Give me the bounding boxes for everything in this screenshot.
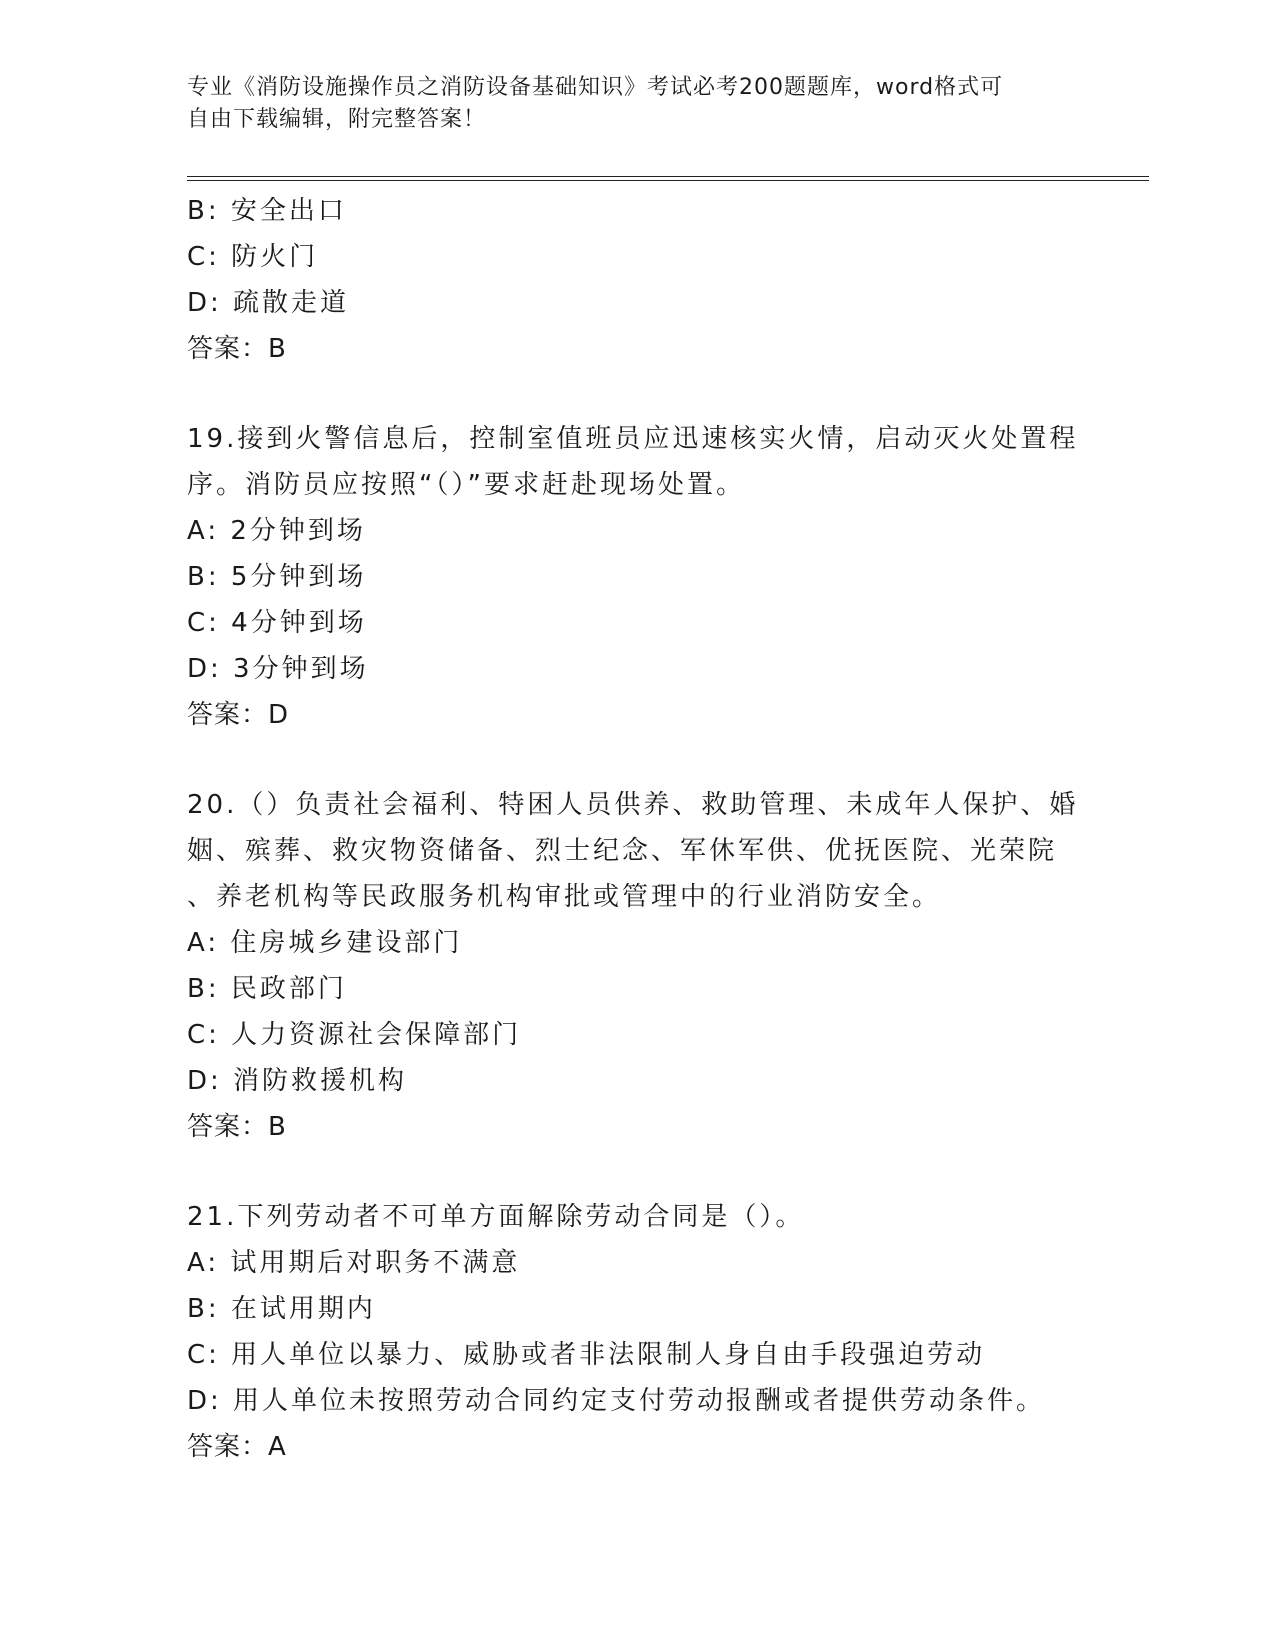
question-text-line: 姻、殡葬、救灾物资储备、烈士纪念、军休军供、优抚医院、光荣院 [187, 836, 1058, 866]
option-d: D: 3分钟到场 [187, 654, 369, 684]
header-line-2: 自由下载编辑，附完整答案！ [187, 107, 487, 132]
option-c: C: 用人单位以暴力、威胁或者非法限制人身自由手段强迫劳动 [187, 1340, 986, 1370]
option-d: D: 消防救援机构 [187, 1066, 408, 1096]
answer-line: 答案：D [187, 700, 290, 730]
option-a: A: 住房城乡建设部门 [187, 928, 463, 958]
question-text-line: 21.下列劳动者不可单方面解除劳动合同是（）。 [187, 1202, 805, 1232]
answer-line: 答案：B [187, 1112, 287, 1142]
question-19 [187, 416, 1087, 738]
question-21 [187, 1194, 1087, 1470]
question-text-line: 、养老机构等民政服务机构审批或管理中的行业消防安全。 [187, 882, 942, 912]
question-list [187, 188, 1087, 1470]
option-a: A: 2分钟到场 [187, 516, 366, 546]
option-b: B: 民政部门 [187, 974, 347, 1004]
question-text-line: 序。消防员应按照“（）”要求赶赴现场处置。 [187, 470, 745, 500]
option-b: B: 5分钟到场 [187, 562, 367, 592]
answer-line: 答案：A [187, 1432, 287, 1462]
document-header [187, 72, 1087, 136]
answer-line: 答案：B [187, 334, 287, 364]
option-a: A: 试用期后对职务不满意 [187, 1248, 521, 1278]
question-20 [187, 782, 1087, 1150]
header-line-1: 专业《消防设施操作员之消防设备基础知识》考试必考200题题库，word格式可 [187, 75, 1004, 100]
option-d: D: 疏散走道 [187, 288, 350, 318]
option-c: C: 4分钟到场 [187, 608, 367, 638]
option-b: B: 安全出口 [187, 196, 347, 226]
question-text-line: 19.接到火警信息后，控制室值班员应迅速核实火情，启动灭火处置程 [187, 424, 1079, 454]
question-text-line: 20.（）负责社会福利、特困人员供养、救助管理、未成年人保护、婚 [187, 790, 1079, 820]
option-b: B: 在试用期内 [187, 1294, 376, 1324]
option-d: D: 用人单位未按照劳动合同约定支付劳动报酬或者提供劳动条件。 [187, 1386, 1046, 1416]
header-double-rule [187, 176, 1149, 181]
option-c: C: 防火门 [187, 242, 319, 272]
prev-question-block [187, 188, 1087, 372]
option-c: C: 人力资源社会保障部门 [187, 1020, 522, 1050]
